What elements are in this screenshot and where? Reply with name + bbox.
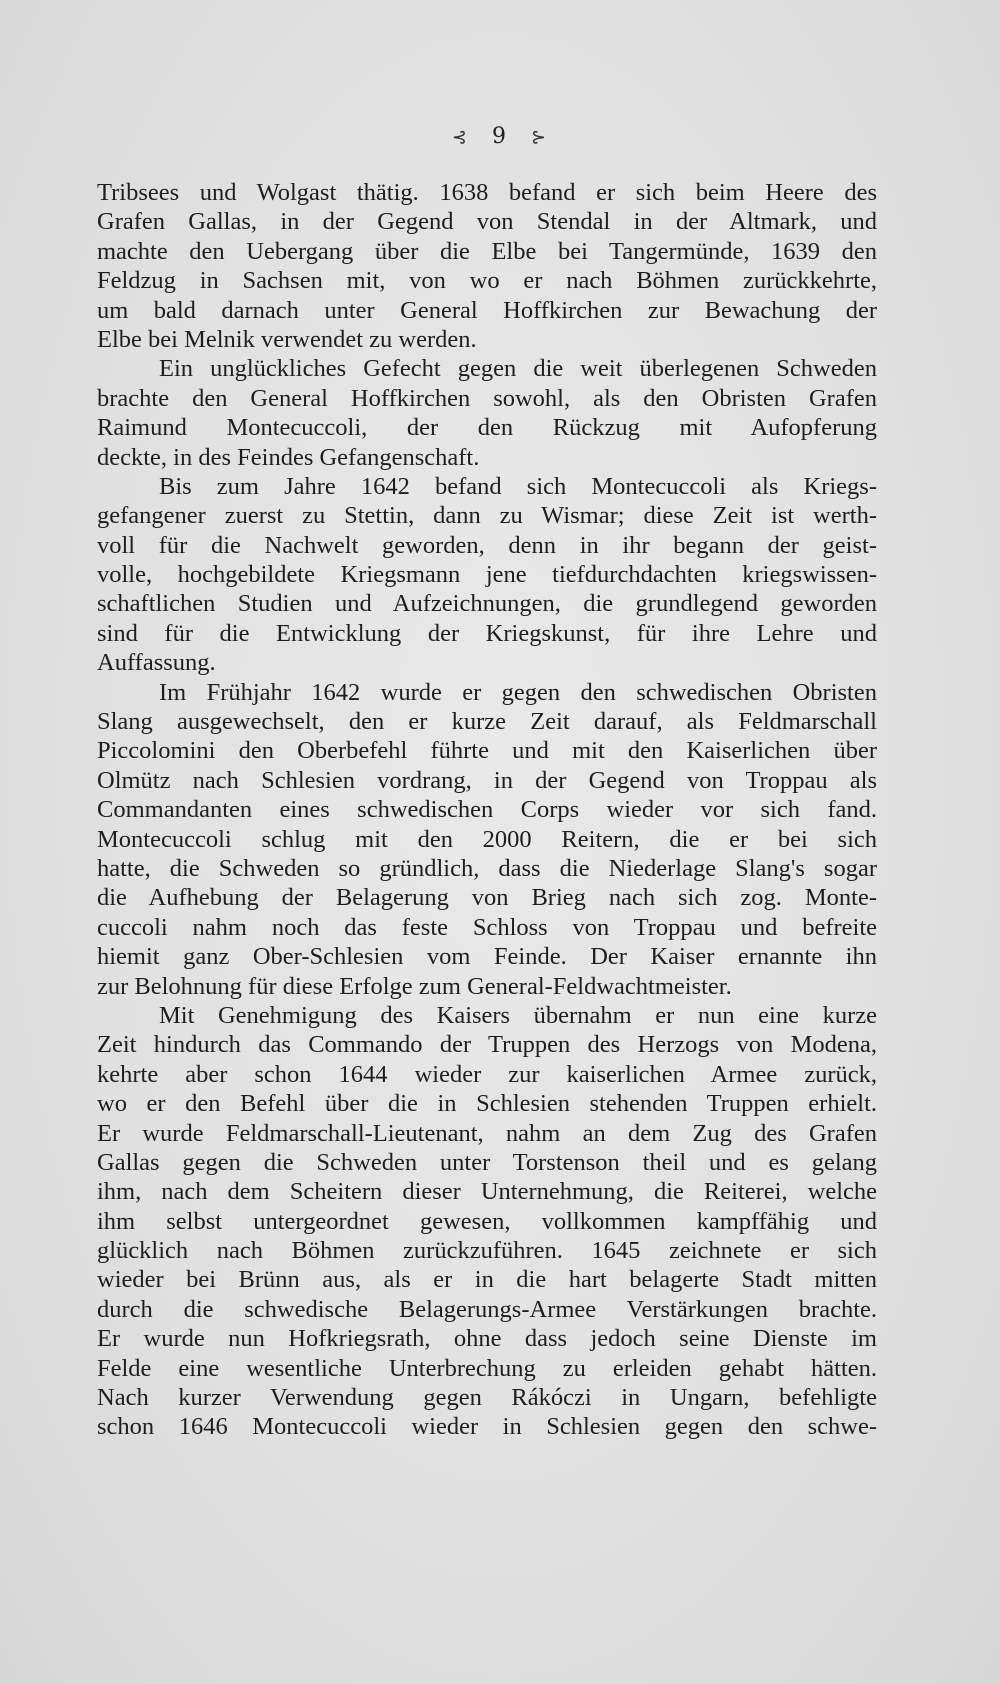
- text-line: deckte, in des Feindes Gefangenschaft.: [97, 443, 480, 471]
- text-line: Nach kurzer Verwendung gegen Rákóczi in Ungarn, befehligte: [97, 1384, 877, 1412]
- text-line: Piccolomini den Oberbefehl führte und mit den Kaiserlichen über: [97, 737, 877, 765]
- text-line: Er wurde Feldmarschall-Lieutenant, nahm an dem Zug des Grafen: [97, 1119, 877, 1147]
- text-line: volle, hochgebildete Kriegsmann jene tiefdurchdachten kriegswissen-: [97, 561, 877, 589]
- text-line: schon 1646 Montecuccoli wieder in Schlesien gegen den schwe-: [97, 1413, 877, 1441]
- page-header: [0, 124, 1000, 149]
- text-line: machte den Uebergang über die Elbe bei Tangermünde, 1639 den: [97, 237, 877, 265]
- text-line: schaftlichen Studien und Aufzeichnungen, die grundlegend geworden: [97, 590, 877, 618]
- text-line: Grafen Gallas, in der Gegend von Stendal in der Altmark, und: [97, 208, 877, 236]
- text-line: kehrte aber schon 1644 wieder zur kaiserlichen Armee zurück,: [97, 1060, 877, 1088]
- text-line: Tribsees und Wolgast thätig. 1638 befand er sich beim Heere des: [97, 179, 877, 206]
- text-line: Bis zum Jahre 1642 befand sich Montecuccoli als Kriegs-: [159, 472, 877, 500]
- text-line: Olmütz nach Schlesien vordrang, in der Gegend von Troppau als: [97, 766, 877, 794]
- body-text: [97, 178, 877, 1442]
- text-line: Ein unglückliches Gefecht gegen die weit überlegenen Schweden: [159, 355, 877, 383]
- text-line: durch die schwedische Belagerungs-Armee Verstärkungen brachte.: [97, 1295, 877, 1323]
- text-line: ihm selbst untergeordnet gewesen, vollkommen kampffähig und: [97, 1207, 877, 1235]
- text-line: ihm, nach dem Scheitern dieser Unternehmung, die Reiterei, welche: [97, 1178, 877, 1206]
- text-line: voll für die Nachwelt geworden, denn in ihr begann der geist-: [97, 531, 877, 559]
- text-line: cuccoli nahm noch das feste Schloss von Troppau und befreite: [97, 913, 877, 941]
- ornament-left-icon: ⊰: [451, 127, 469, 148]
- text-line: hiemit ganz Ober-Schlesien vom Feinde. Der Kaiser ernannte ihn: [97, 943, 877, 971]
- text-line: wieder bei Brünn aus, als er in die hart belagerte Stadt mitten: [97, 1266, 877, 1294]
- text-line: Zeit hindurch das Commando der Truppen des Herzogs von Modena,: [97, 1031, 877, 1059]
- text-line: hatte, die Schweden so gründlich, dass die Niederlage Slang's sogar: [97, 854, 877, 882]
- ornament-right-icon: ⊱: [531, 127, 549, 148]
- text-line: gefangener zuerst zu Stettin, dann zu Wismar; diese Zeit ist werth-: [97, 502, 877, 530]
- text-line: Slang ausgewechselt, den er kurze Zeit darauf, als Feldmarschall: [97, 708, 877, 736]
- text-line: Montecuccoli schlug mit den 2000 Reitern, die er bei sich: [97, 825, 877, 853]
- text-line: um bald darnach unter General Hoffkirchen zur Bewachung der: [97, 296, 877, 324]
- text-line: Feldzug in Sachsen mit, von wo er nach Böhmen zurückkehrte,: [97, 267, 877, 295]
- text-line: wo er den Befehl über die in Schlesien stehenden Truppen erhielt.: [97, 1090, 877, 1118]
- page-number: 9: [492, 124, 508, 149]
- text-line: sind für die Entwicklung der Kriegskunst, für ihre Lehre und: [97, 619, 877, 647]
- text-line: Im Frühjahr 1642 wurde er gegen den schwedischen Obristen: [159, 678, 877, 706]
- text-line: Er wurde nun Hofkriegsrath, ohne dass jedoch seine Dienste im: [97, 1325, 877, 1353]
- text-line: Elbe bei Melnik verwendet zu werden.: [97, 325, 477, 353]
- text-line: die Aufhebung der Belagerung von Brieg nach sich zog. Monte-: [97, 884, 877, 912]
- text-line: Raimund Montecuccoli, der den Rückzug mit Aufopferung: [97, 414, 877, 442]
- text-line: brachte den General Hoffkirchen sowohl, als den Obristen Grafen: [97, 384, 877, 412]
- text-line: Auffassung.: [97, 649, 216, 677]
- text-line: Gallas gegen die Schweden unter Torstenson theil und es gelang: [97, 1148, 877, 1176]
- text-line: Felde eine wesentliche Unterbrechung zu erleiden gehabt hätten.: [97, 1354, 877, 1382]
- text-line: Mit Genehmigung des Kaisers übernahm er nun eine kurze: [159, 1001, 877, 1029]
- text-line: zur Belohnung für diese Erfolge zum General-Feldwachtmeister.: [97, 972, 732, 1000]
- text-line: glücklich nach Böhmen zurückzuführen. 1645 zeichnete er sich: [97, 1237, 877, 1265]
- text-line: Commandanten eines schwedischen Corps wieder vor sich fand.: [97, 796, 877, 824]
